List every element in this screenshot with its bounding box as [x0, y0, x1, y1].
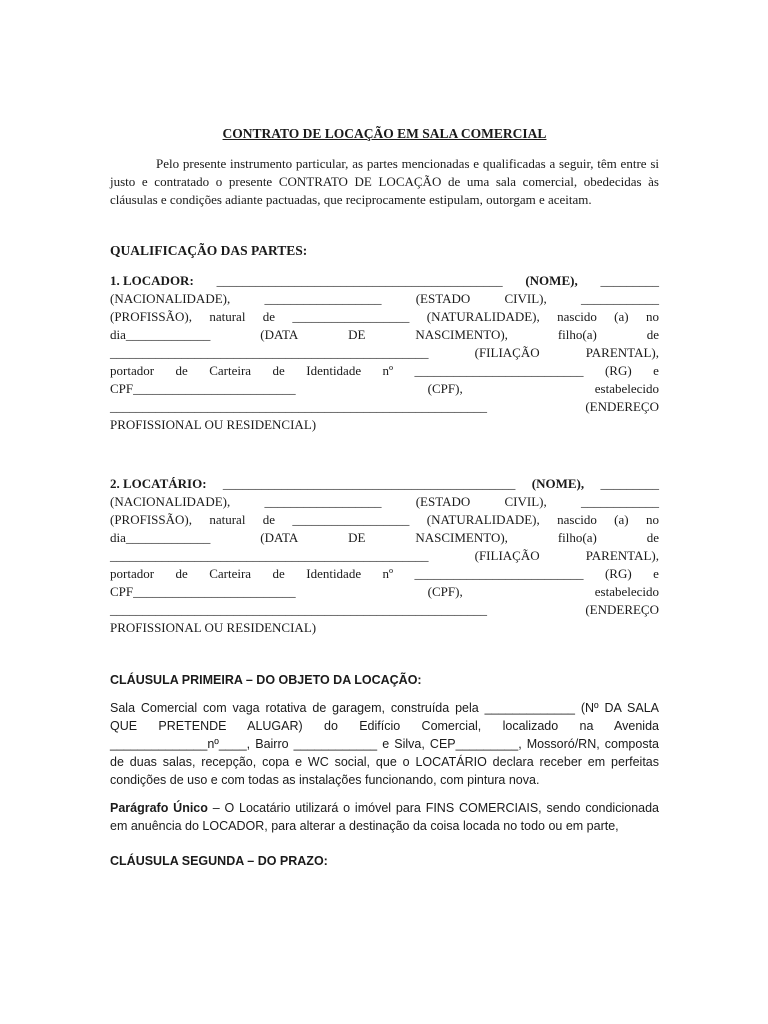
qualificacao-heading: QUALIFICAÇÃO DAS PARTES:	[110, 243, 308, 258]
text-token: no	[645, 512, 659, 527]
text-token: portador	[110, 566, 155, 581]
text-token: (DATA	[260, 327, 299, 342]
text-token: nº	[382, 363, 394, 378]
locatario-end-blank: _________	[600, 476, 659, 491]
text-token: (ENDEREÇO	[585, 399, 659, 414]
blank-field: ____________	[581, 291, 659, 306]
paragrafo-unico-label: Parágrafo Único	[110, 801, 208, 815]
text-token: (NACIONALIDADE),	[110, 291, 231, 306]
text-token: (ENDEREÇO	[585, 602, 659, 617]
text-token: (CPF),	[427, 584, 463, 599]
text-token: (PROFISSÃO),	[110, 512, 192, 527]
locatario-line-5	[110, 547, 659, 565]
text-token: (NATURALIDADE),	[426, 512, 540, 527]
text-token: de	[175, 363, 188, 378]
locador-line-8	[110, 398, 659, 416]
text-token: (RG)	[604, 363, 632, 378]
text-token: nascido	[557, 309, 597, 324]
blank-field: __________________________________________________________	[110, 399, 487, 414]
locador-line-6	[110, 362, 659, 380]
text-token: portador	[110, 363, 155, 378]
text-token: de	[646, 530, 659, 545]
text-token: dia_____________	[110, 327, 211, 342]
locatario-line-8	[110, 601, 659, 619]
locatario-line-6	[110, 565, 659, 583]
text-token: natural	[209, 512, 246, 527]
text-token: natural	[209, 309, 246, 324]
clausula-primeira-heading: CLÁUSULA PRIMEIRA – DO OBJETO DA LOCAÇÃO:	[110, 673, 422, 687]
locador-nome-label: (NOME),	[525, 273, 578, 288]
text-token: estabelecido	[594, 381, 659, 396]
locatario-block	[110, 475, 659, 637]
locador-name-blank: ____________________________________________	[216, 273, 503, 288]
locatario-line-4	[110, 529, 659, 547]
text-token: de	[272, 363, 285, 378]
text-token: (FILIAÇÃO	[474, 548, 540, 563]
locador-end-blank: _________	[600, 273, 659, 288]
paragrafo-unico	[110, 799, 659, 835]
text-token: (PROFISSÃO),	[110, 309, 192, 324]
text-token: DE	[348, 530, 366, 545]
locatario-name-blank: _____________________________________________	[222, 476, 516, 491]
text-token: PARENTAL),	[585, 548, 659, 563]
locatario-line-7	[110, 583, 659, 601]
text-token: (a)	[614, 309, 629, 324]
locatario-line-3	[110, 511, 659, 529]
document-title: CONTRATO DE LOCAÇÃO EM SALA COMERCIAL	[222, 126, 547, 141]
locador-line-4	[110, 326, 659, 344]
text-token: DE	[348, 327, 366, 342]
text-token: de	[272, 566, 285, 581]
blank-field: _________________________________________________	[110, 345, 429, 360]
text-token: (a)	[614, 512, 629, 527]
locador-line-9: PROFISSIONAL OU RESIDENCIAL)	[110, 417, 317, 432]
text-token: Identidade	[306, 363, 362, 378]
text-token: nascido	[557, 512, 597, 527]
locador-line-7	[110, 380, 659, 398]
text-token: CIVIL),	[504, 494, 547, 509]
locatario-nome-label: (NOME),	[531, 476, 585, 491]
text-token: CPF_________________________	[110, 381, 296, 396]
text-token: Carteira	[209, 363, 252, 378]
locador-line-3	[110, 308, 659, 326]
text-token: filho(a)	[557, 530, 597, 545]
intro-paragraph: Pelo presente instrumento particular, as partes mencionadas e qualificadas a seguir, têm entre si justo e contratado o presente CONTRATO DE LOCAÇÃO de uma sala comercial, obedecidas às cláusulas e condições adiante pactuadas, que reciprocamente estipulam, outorgam e aceitam.	[110, 156, 659, 207]
text-token: NASCIMENTO),	[415, 327, 508, 342]
text-token: (DATA	[260, 530, 299, 545]
blank-field: _________________________________________________	[110, 548, 429, 563]
locador-line-2	[110, 290, 659, 308]
text-token: de	[646, 327, 659, 342]
blank-field: __________________	[264, 291, 382, 306]
text-token: CIVIL),	[504, 291, 547, 306]
text-token: nº	[382, 566, 394, 581]
text-token: (RG)	[604, 566, 632, 581]
locatario-label: 2. LOCATÁRIO:	[110, 476, 207, 491]
document-page	[110, 126, 659, 870]
blank-field: __________________	[292, 309, 410, 324]
text-token: (CPF),	[427, 381, 463, 396]
text-token: no	[645, 309, 659, 324]
locador-line-1	[110, 272, 659, 290]
text-token: de	[175, 566, 188, 581]
blank-field: __________________________	[414, 363, 584, 378]
locador-line-5	[110, 344, 659, 362]
text-token: de	[262, 512, 276, 527]
locatario-line-1	[110, 475, 659, 493]
text-token: (FILIAÇÃO	[474, 345, 540, 360]
text-token: (NATURALIDADE),	[426, 309, 540, 324]
text-token: NASCIMENTO),	[415, 530, 508, 545]
locatario-line-9: PROFISSIONAL OU RESIDENCIAL)	[110, 620, 317, 635]
clausula-primeira-text: Sala Comercial com vaga rotativa de garagem, construída pela _____________ (Nº DA SALA QUE PRETENDE ALUGAR) do Edifício Comercial, localizado na Avenida ______________nº____, Bairro ____________ e Silva, CEP_________, Mossoró/RN, composta de duas salas, recepção, copa e WC social, que o LOCATÁRIO declara receber em perfeitas condições de uso e com todas as instalações funcionando, com pintura nova.	[110, 701, 659, 787]
blank-field: __________________________	[414, 566, 584, 581]
locatario-line-2	[110, 493, 659, 511]
blank-field: __________________	[264, 494, 382, 509]
blank-field: ____________	[581, 494, 659, 509]
clausula-segunda-heading: CLÁUSULA SEGUNDA – DO PRAZO:	[110, 854, 328, 868]
blank-field: __________________________________________________________	[110, 602, 487, 617]
text-token: e	[653, 363, 659, 378]
text-token: e	[653, 566, 659, 581]
text-token: CPF_________________________	[110, 584, 296, 599]
locador-block	[110, 272, 659, 434]
text-token: estabelecido	[594, 584, 659, 599]
text-token: filho(a)	[557, 327, 597, 342]
text-token: (ESTADO	[415, 494, 471, 509]
text-token: PARENTAL),	[585, 345, 659, 360]
blank-field: __________________	[292, 512, 410, 527]
paragrafo-unico-text: – O Locatário utilizará o imóvel para FINS COMERCIAIS, sendo condicionada em anuência do LOCADOR, para alterar a destinação da coisa locada no todo ou em parte,	[110, 801, 659, 833]
text-token: (NACIONALIDADE),	[110, 494, 231, 509]
text-token: Identidade	[306, 566, 362, 581]
text-token: dia_____________	[110, 530, 211, 545]
text-token: (ESTADO	[415, 291, 471, 306]
locador-label: 1. LOCADOR:	[110, 273, 194, 288]
text-token: Carteira	[209, 566, 252, 581]
text-token: de	[262, 309, 276, 324]
